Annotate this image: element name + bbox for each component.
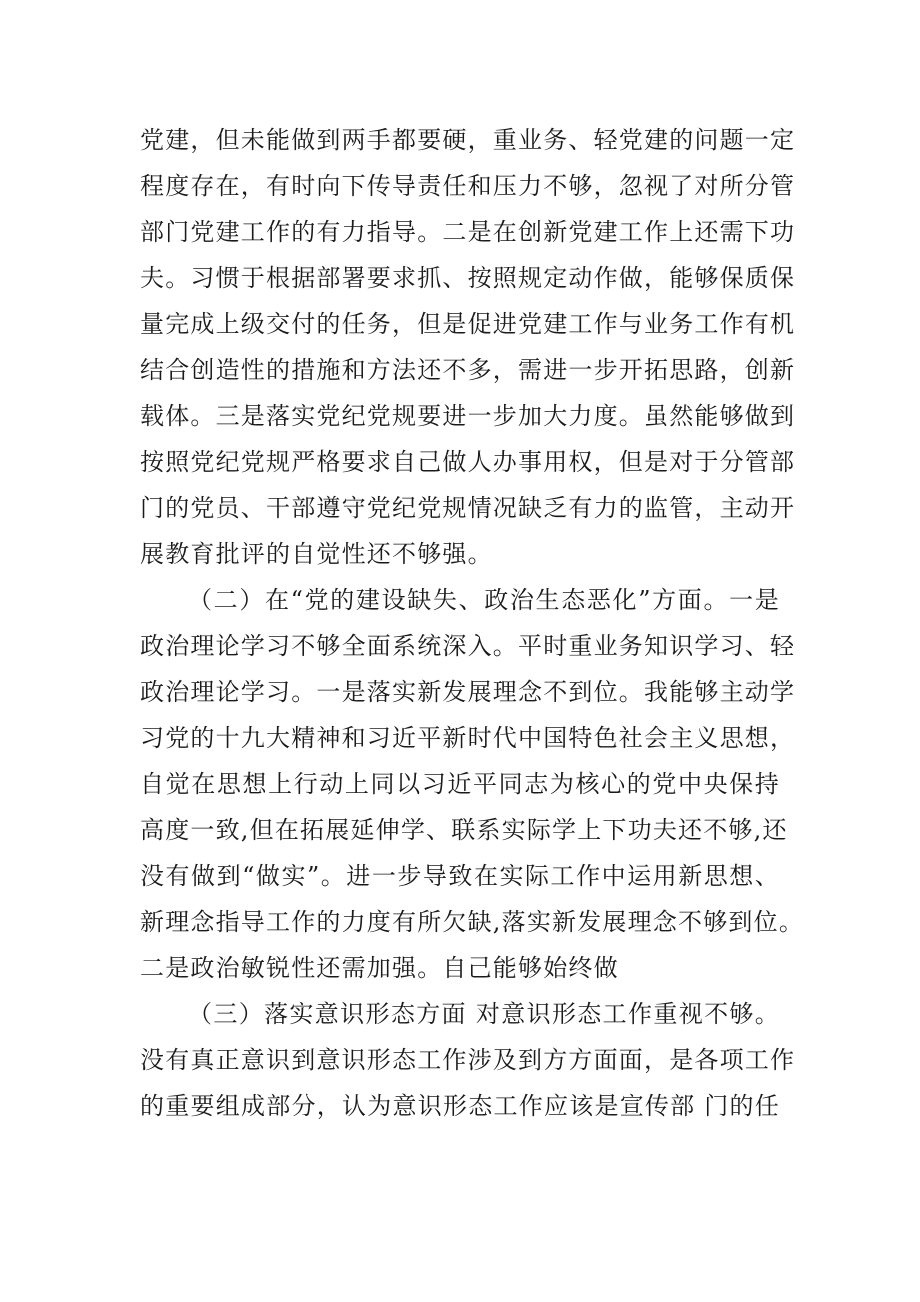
paragraph-end-line: 展教育批评的自觉性还不够强。 — [140, 540, 493, 568]
body-text-line: 习党的十九大精神和习近平新时代中国特色社会主义思想， — [140, 724, 796, 752]
body-text-line: 自觉在思想上行动上同以习近平同志为核心的党中央保持 — [140, 770, 780, 798]
body-text-line: 新理念指导工作的力度有所欠缺,落实新发展理念不够到位。 — [140, 908, 805, 936]
body-text-line: 结合创造性的措施和方法还不多，需进一步开拓思路，创新 — [140, 356, 796, 384]
body-text-line: 的重要组成部分，认为意识形态工作应该是宣传部 门的任 — [140, 1092, 780, 1120]
body-text-line: 高度一致,但在拓展延伸学、联系实际学上下功夫还不够,还 — [140, 816, 788, 844]
body-text-line: 党建，但未能做到两手都要硬，重业务、轻党建的问题一定 — [140, 126, 796, 154]
body-text-line: 程度存在，有时向下传导责任和压力不够，忽视了对所分管 — [140, 172, 796, 200]
body-text-line: 按照党纪党规严格要求自己做人办事用权，但是对于分管部 — [140, 448, 796, 476]
body-text-line: 没有做到“做实”。进一步导致在实际工作中运用新思想、 — [140, 862, 780, 890]
body-text-line: 政治理论学习不够全面系统深入。平时重业务知识学习、轻 — [140, 632, 796, 660]
section-heading-line: （三）落实意识形态方面 对意识形态工作重视不够。 — [188, 1000, 780, 1028]
body-text-line: 政治理论学习。一是落实新发展理念不到位。我能够主动学 — [140, 678, 796, 706]
body-text-line: 载体。三是落实党纪党规要进一步加大力度。虽然能够做到 — [140, 402, 796, 430]
paragraph-end-line: 二是政治敏锐性还需加强。自己能够始终做 — [140, 954, 619, 982]
body-text-line: 部门党建工作的有力指导。二是在创新党建工作上还需下功 — [140, 218, 796, 246]
body-text-line: 量完成上级交付的任务，但是促进党建工作与业务工作有机 — [140, 310, 796, 338]
body-text-line: 门的党员、干部遵守党纪党规情况缺乏有力的监管，主动开 — [140, 494, 796, 522]
section-heading-line: （二）在“党的建设缺失、政治生态恶化”方面。一是 — [188, 586, 780, 614]
body-text-line: 夫。习惯于根据部署要求抓、按照规定动作做，能够保质保 — [140, 264, 796, 292]
body-text-line: 没有真正意识到意识形态工作涉及到方方面面，是各项工作 — [140, 1046, 796, 1074]
